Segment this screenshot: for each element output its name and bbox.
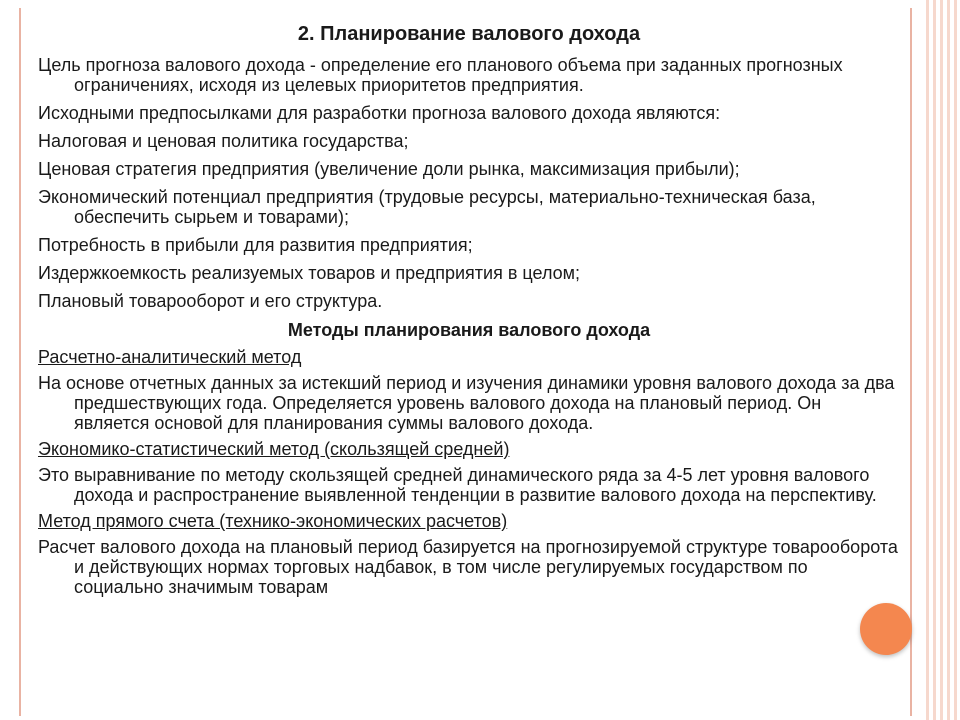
paragraph-profit-need: Потребность в прибыли для развития предприятия; xyxy=(38,235,473,255)
method-description-direct-count: Расчет валового дохода на плановый период базируется на прогнозируемой структуре товарооборота и действующих нормах торговых надбавок, в том числе регулируемых государством по социально значимым товарам xyxy=(38,537,898,597)
method-name-statistical: Экономико-статистический метод (скользящей средней) xyxy=(38,439,510,459)
paragraph-tax-policy: Налоговая и ценовая политика государства; xyxy=(38,131,409,151)
decorative-stripes xyxy=(926,0,960,720)
paragraph-cost-intensity: Издержкоемкость реализуемых товаров и предприятия в целом; xyxy=(38,263,581,283)
paragraph-planned-turnover: Плановый товарооборот и его структура. xyxy=(38,291,383,311)
method-description-statistical: Это выравнивание по методу скользящей средней динамического ряда за 4-5 лет уровня валового дохода и распространение выявленной тенденции в развитие валового дохода на перспективу. xyxy=(38,465,877,505)
slide-title: 2. Планирование валового дохода xyxy=(297,23,641,45)
method-name-direct-count: Метод прямого счета (технико-экономических расчетов) xyxy=(38,511,508,531)
paragraph-goal: Цель прогноза валового дохода - определение его планового объема при заданных прогнозных ограничениях, исходя из целевых приоритетов предприятия. xyxy=(38,55,843,95)
paragraph-prerequisites: Исходными предпосылками для разработки прогноза валового дохода являются: xyxy=(38,103,721,123)
paragraph-economic-potential: Экономический потенциал предприятия (трудовые ресурсы, материально-техническая база, обеспечить сырьем и товарами); xyxy=(38,187,816,227)
slide-content xyxy=(38,22,900,603)
method-name-analytical: Расчетно-аналитический метод xyxy=(38,347,302,367)
methods-title: Методы планирования валового дохода xyxy=(287,320,651,340)
orange-circle-decoration xyxy=(860,603,912,655)
paragraph-price-strategy: Ценовая стратегия предприятия (увеличение доли рынка, максимизация прибыли); xyxy=(38,159,740,179)
method-description-analytical: На основе отчетных данных за истекший период и изучения динамики уровня валового дохода за два предшествующих года. Определяется уровень валового дохода на плановый период. Он является основой для планирования суммы валового дохода. xyxy=(38,373,895,433)
